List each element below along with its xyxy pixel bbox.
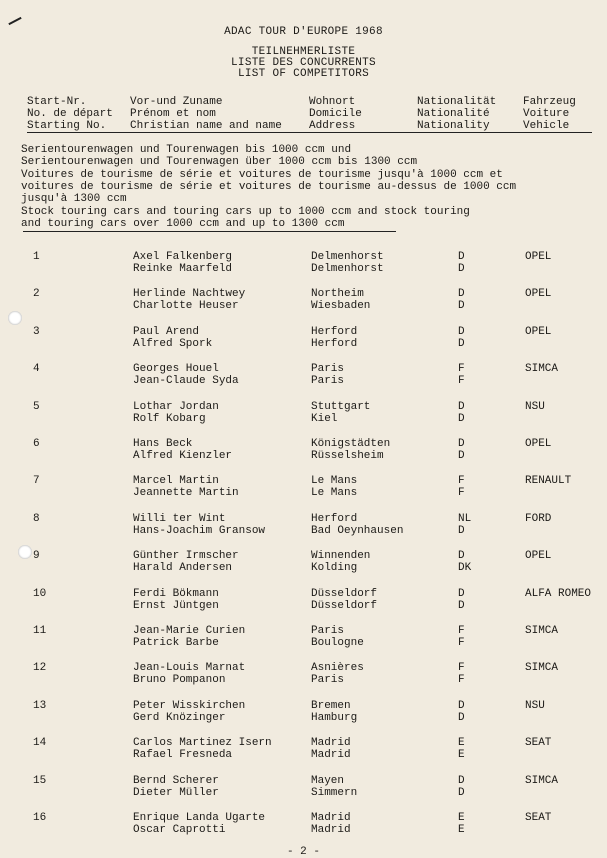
codriver-address: Boulogne	[311, 637, 364, 649]
driver-name: Peter Wisskirchen	[133, 699, 246, 712]
vehicle: NSU	[525, 400, 545, 413]
entry-row	[0, 475, 607, 505]
driver-name: Ferdi Bökmann	[133, 587, 219, 600]
column-header-address: Domicile	[309, 108, 362, 120]
start-number: 16	[33, 812, 47, 824]
codriver-address: Delmenhorst	[311, 263, 384, 275]
driver-address: Düsseldorf	[311, 587, 378, 600]
driver-nationality: D	[458, 325, 465, 338]
column-header-start-nr: Starting No.	[27, 120, 107, 132]
driver-nationality: F	[458, 363, 465, 376]
column-header-name: Christian name and name	[130, 120, 282, 132]
class-line: and touring cars over 1000 ccm and up to 1300 ccm	[21, 218, 345, 230]
codriver-address: Hamburg	[311, 711, 358, 724]
driver-name: Georges Houel	[133, 363, 219, 376]
driver-nationality: NL	[458, 512, 472, 525]
driver-address: Northeim	[311, 288, 364, 301]
column-header-nationality: Nationalität	[417, 96, 497, 108]
codriver-name: Alfred Spork	[133, 337, 213, 350]
codriver-name: Rolf Kobarg	[133, 412, 206, 425]
codriver-nationality: D	[458, 524, 465, 537]
driver-nationality: E	[458, 812, 465, 824]
vehicle: OPEL	[525, 438, 552, 450]
driver-nationality: F	[458, 625, 465, 637]
start-number: 11	[33, 625, 47, 637]
driver-address: Herford	[311, 325, 358, 338]
list-title-de: TEILNEHMERLISTE	[251, 46, 356, 58]
codriver-name: Alfred Kienzler	[133, 450, 233, 462]
driver-nationality: D	[458, 288, 465, 301]
column-header-vehicle: Fahrzeug	[523, 96, 576, 108]
driver-address: Königstädten	[311, 438, 391, 450]
entry-row	[0, 363, 607, 393]
entry-row	[0, 700, 607, 730]
entry-row	[0, 288, 607, 318]
driver-nationality: D	[458, 400, 465, 413]
entry-row	[0, 775, 607, 805]
column-header-vehicle: Voiture	[523, 108, 570, 120]
class-line: Serientourenwagen und Tourenwagen bis 1000 ccm und	[21, 144, 352, 156]
entry-row	[0, 662, 607, 692]
driver-address: Bremen	[311, 699, 351, 712]
start-number: 6	[33, 438, 40, 450]
class-rule	[23, 231, 396, 232]
driver-address: Winnenden	[311, 550, 371, 563]
codriver-name: Harald Andersen	[133, 562, 233, 575]
codriver-address: Madrid	[311, 749, 351, 762]
driver-nationality: F	[458, 475, 465, 488]
vehicle: SIMCA	[525, 625, 559, 637]
entry-row	[0, 251, 607, 281]
entry-row	[0, 737, 607, 767]
driver-name: Bernd Scherer	[133, 774, 219, 787]
class-line: voitures de tourisme de série et voitures de tourisme au-dessus de 1000 ccm	[21, 181, 517, 193]
pen-mark	[8, 17, 21, 25]
start-number: 8	[33, 512, 40, 525]
entry-row	[0, 588, 607, 618]
codriver-nationality: D	[458, 263, 465, 275]
driver-name: Marcel Martin	[133, 475, 219, 488]
list-title-en: LIST OF COMPETITORS	[237, 68, 370, 80]
driver-nationality: F	[458, 662, 465, 675]
codriver-address: Simmern	[311, 786, 358, 799]
vehicle: OPEL	[525, 288, 552, 301]
codriver-name: Gerd Knözinger	[133, 711, 226, 724]
column-header-start-nr: Start-Nr.	[27, 96, 87, 108]
driver-nationality: D	[458, 550, 465, 563]
driver-name: Jean-Louis Marnat	[133, 662, 246, 675]
entry-row	[0, 401, 607, 431]
codriver-nationality: D	[458, 450, 465, 462]
codriver-nationality: F	[458, 637, 465, 649]
class-line: jusqu'à 1300 ccm	[21, 193, 127, 205]
entry-row	[0, 513, 607, 543]
driver-nationality: D	[458, 587, 465, 600]
column-header-name: Prénom et nom	[130, 108, 216, 120]
class-line: Serientourenwagen und Tourenwagen über 1000 ccm bis 1300 ccm	[21, 156, 418, 168]
driver-name: Axel Falkenberg	[133, 251, 233, 263]
vehicle: RENAULT	[525, 475, 572, 488]
driver-nationality: E	[458, 737, 465, 750]
codriver-address: Le Mans	[311, 487, 358, 500]
start-number: 14	[33, 737, 47, 750]
codriver-address: Paris	[311, 375, 345, 388]
codriver-name: Ernst Jüntgen	[133, 599, 219, 612]
driver-name: Hans Beck	[133, 438, 193, 450]
start-number: 7	[33, 475, 40, 488]
codriver-nationality: F	[458, 487, 465, 500]
vehicle: SEAT	[525, 737, 552, 750]
list-title-fr: LISTE DES CONCURRENTS	[231, 57, 376, 69]
codriver-address: Bad Oeynhausen	[311, 524, 404, 537]
column-header-start-nr: No. de départ	[27, 108, 113, 120]
codriver-name: Jeannette Martin	[133, 487, 239, 500]
vehicle: OPEL	[525, 251, 552, 263]
driver-nationality: D	[458, 774, 465, 787]
start-number: 1	[33, 251, 40, 263]
vehicle: SEAT	[525, 812, 552, 824]
codriver-name: Patrick Barbe	[133, 637, 219, 649]
codriver-name: Reinke Maarfeld	[133, 263, 233, 275]
codriver-nationality: D	[458, 412, 465, 425]
class-line: Voitures de tourisme de série et voitures de tourisme jusqu'à 1000 ccm et	[21, 169, 503, 181]
codriver-name: Rafael Fresneda	[133, 749, 233, 762]
column-header-vehicle: Vehicle	[523, 120, 570, 132]
start-number: 4	[33, 363, 40, 376]
driver-nationality: D	[458, 438, 465, 450]
codriver-name: Oscar Caprotti	[133, 824, 226, 836]
codriver-address: Madrid	[311, 824, 351, 836]
driver-address: Asnières	[311, 662, 364, 675]
codriver-nationality: F	[458, 674, 465, 687]
codriver-nationality: E	[458, 749, 465, 762]
codriver-nationality: D	[458, 786, 465, 799]
driver-address: Mayen	[311, 774, 345, 787]
entry-row	[0, 812, 607, 842]
codriver-address: Kolding	[311, 562, 358, 575]
codriver-address: Wiesbaden	[311, 300, 371, 313]
driver-name: Günther Irmscher	[133, 550, 239, 563]
document-title: ADAC TOUR D'EUROPE 1968	[224, 26, 383, 38]
driver-name: Carlos Martinez Isern	[133, 737, 272, 750]
start-number: 9	[33, 550, 40, 563]
vehicle: ALFA ROMEO	[525, 587, 592, 600]
driver-address: Le Mans	[311, 475, 358, 488]
codriver-nationality: D	[458, 300, 465, 313]
codriver-address: Rüsselsheim	[311, 450, 384, 462]
entry-row	[0, 550, 607, 580]
driver-nationality: D	[458, 699, 465, 712]
codriver-nationality: D	[458, 599, 465, 612]
driver-address: Paris	[311, 625, 345, 637]
start-number: 13	[33, 699, 47, 712]
vehicle: FORD	[525, 512, 552, 525]
column-header-name: Vor-und Zuname	[130, 96, 223, 108]
start-number: 10	[33, 587, 47, 600]
driver-name: Herlinde Nachtwey	[133, 288, 246, 301]
column-header-address: Address	[309, 120, 356, 132]
start-number: 5	[33, 400, 40, 413]
driver-name: Lothar Jordan	[133, 400, 219, 413]
vehicle: SIMCA	[525, 662, 559, 675]
codriver-name: Bruno Pompanon	[133, 674, 226, 687]
vehicle: NSU	[525, 699, 545, 712]
start-number: 15	[33, 774, 47, 787]
header-rule	[27, 132, 592, 133]
start-number: 2	[33, 288, 40, 301]
vehicle: OPEL	[525, 325, 552, 338]
entry-row	[0, 625, 607, 655]
column-header-nationality: Nationality	[417, 120, 490, 132]
start-number: 12	[33, 662, 47, 675]
codriver-name: Dieter Müller	[133, 786, 219, 799]
codriver-nationality: D	[458, 711, 465, 724]
codriver-nationality: E	[458, 824, 465, 836]
driver-address: Herford	[311, 512, 358, 525]
vehicle: OPEL	[525, 550, 552, 563]
driver-address: Madrid	[311, 812, 351, 824]
codriver-address: Düsseldorf	[311, 599, 378, 612]
driver-address: Stuttgart	[311, 400, 371, 413]
start-number: 3	[33, 325, 40, 338]
column-header-address: Wohnort	[309, 96, 356, 108]
codriver-name: Charlotte Heuser	[133, 300, 239, 313]
codriver-name: Jean-Claude Syda	[133, 375, 239, 388]
column-header-nationality: Nationalité	[417, 108, 490, 120]
driver-name: Enrique Landa Ugarte	[133, 812, 266, 824]
page-number: - 2 -	[286, 846, 320, 858]
driver-nationality: D	[458, 251, 465, 263]
codriver-nationality: D	[458, 337, 465, 350]
codriver-name: Hans-Joachim Gransow	[133, 524, 266, 537]
driver-name: Jean-Marie Curien	[133, 625, 246, 637]
driver-name: Willi ter Wint	[133, 512, 226, 525]
driver-address: Paris	[311, 363, 345, 376]
codriver-address: Herford	[311, 337, 358, 350]
vehicle: SIMCA	[525, 363, 559, 376]
class-line: Stock touring cars and touring cars up to 1000 ccm and stock touring	[21, 206, 470, 218]
entry-row	[0, 326, 607, 356]
vehicle: SIMCA	[525, 774, 559, 787]
codriver-address: Paris	[311, 674, 345, 687]
codriver-address: Kiel	[311, 412, 338, 425]
driver-name: Paul Arend	[133, 325, 200, 338]
entry-row	[0, 438, 607, 468]
driver-address: Madrid	[311, 737, 351, 750]
codriver-nationality: DK	[458, 562, 472, 575]
driver-address: Delmenhorst	[311, 251, 384, 263]
codriver-nationality: F	[458, 375, 465, 388]
